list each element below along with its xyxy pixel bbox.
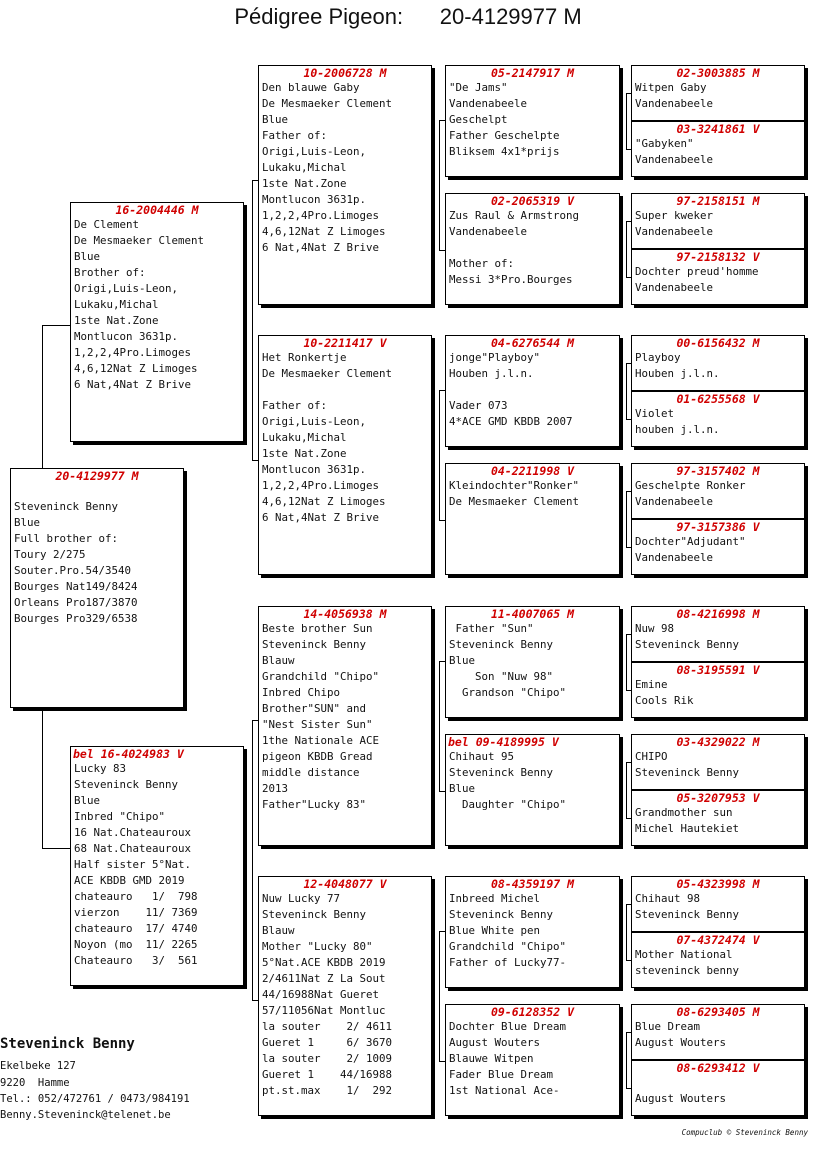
connector-line <box>252 1000 258 1001</box>
grandparent-card <box>258 65 432 305</box>
pigeon-info-line: August Wouters <box>635 1036 727 1049</box>
pigeon-info-line: Steveninck Benny <box>635 638 740 651</box>
pigeon-info-line <box>11 483 183 499</box>
grandparent-card <box>258 876 432 1116</box>
pigeon-info-line: Nuw Lucky 77 <box>262 892 341 905</box>
pigeon-info-line: Blue <box>449 782 476 795</box>
pigeon-info-line: Blue <box>14 516 41 529</box>
pigeon-info-line: pt.st.max 1/ 292 <box>262 1084 393 1097</box>
connector-line <box>626 277 631 278</box>
pigeon-info-line: Blue <box>262 113 289 126</box>
pigeon-info-line: Vandenabeele <box>635 551 714 564</box>
pigeon-info-line: Messi 3*Pro.Bourges <box>449 273 573 286</box>
pigeon-info-line: Blue <box>449 654 476 667</box>
ring-number: 03-4329022 M <box>676 735 760 749</box>
connector-line <box>626 93 627 149</box>
pigeon-info-line: ACE KBDB GMD 2019 <box>74 874 185 887</box>
pigeon-info-line: Het Ronkertje <box>262 351 347 364</box>
pigeon-info-line: Bourges Pro329/6538 <box>14 612 138 625</box>
pigeon-info-line: Michel Hautekiet <box>635 822 740 835</box>
connector-line <box>626 491 627 547</box>
pigeon-info-line: Lukaku,Michal <box>262 431 347 444</box>
owner-phone: Tel.: 052/472761 / 0473/984191 <box>0 1093 190 1105</box>
pigeon-info-line: Blue White pen <box>449 924 541 937</box>
ring-number: 97-3157402 M <box>676 464 760 478</box>
pigeon-info-line: Kleindochter"Ronker" <box>449 479 580 492</box>
pigeon-info-line: August Wouters <box>449 1036 541 1049</box>
ancestor-card-female <box>631 790 805 846</box>
pigeon-info-line: Vandenabeele <box>635 153 714 166</box>
connector-line <box>626 634 627 690</box>
connector-line <box>42 848 70 849</box>
subject-pigeon-card <box>10 468 184 708</box>
connector-line <box>626 904 627 960</box>
connector-line <box>42 325 43 468</box>
pigeon-info-line <box>446 382 619 398</box>
ring-number: 12-4048077 V <box>303 877 387 891</box>
pigeon-info-line: 16 Nat.Chateauroux <box>74 826 192 839</box>
pigeon-info-line: Inbred "Chipo" <box>74 810 166 823</box>
ancestor-card-female <box>631 519 805 575</box>
pigeon-info-line: 68 Nat.Chateauroux <box>74 842 192 855</box>
pigeon-info-line: 1ste Nat.Zone <box>262 177 347 190</box>
pigeon-info-line: De Mesmaeker Clement <box>262 367 393 380</box>
ring-number: 08-4216998 M <box>676 607 760 621</box>
pigeon-info-line: Vandenabeele <box>635 97 714 110</box>
connector-line <box>252 720 253 850</box>
pigeon-info-line: "Nest Sister Sun" <box>262 718 373 731</box>
ring-number: 16-2004446 M <box>115 203 199 217</box>
pigeon-info-line: 4,6,12Nat Z Limoges <box>74 362 198 375</box>
connector-line <box>252 320 253 460</box>
pigeon-info-line: Vader 073 <box>449 399 508 412</box>
title-label: Pédigree Pigeon: <box>234 4 404 29</box>
pigeon-info-line: Den blauwe Gaby <box>262 81 360 94</box>
pigeon-info-line: jonge"Playboy" <box>449 351 541 364</box>
ancestor-card-male <box>631 606 805 662</box>
pigeon-info-line: Blue Dream <box>635 1020 701 1033</box>
pigeon-info-line: Blue <box>74 250 101 263</box>
connector-line <box>252 460 258 461</box>
pigeon-info-line: "De Jams" <box>449 81 508 94</box>
pigeon-info-line: Nuw 98 <box>635 622 675 635</box>
connector-line <box>626 960 631 961</box>
pigeon-info-line: Vandenabeele <box>449 97 528 110</box>
ancestor-card-female <box>631 662 805 718</box>
ring-number: 97-2158151 M <box>676 194 760 208</box>
connector-line <box>626 221 631 222</box>
ancestor-card-male <box>631 734 805 790</box>
pigeon-info-line: Montlucon 3631p. <box>262 193 367 206</box>
ancestor-card-male <box>631 335 805 391</box>
pigeon-info-line: Cools Rik <box>635 694 694 707</box>
pigeon-info-line: Steveninck Benny <box>449 766 554 779</box>
title-ring: 20-4129977 M <box>439 4 582 29</box>
pigeon-info-line: Inbred Chipo <box>262 686 341 699</box>
pigeon-info-line: CHIPO <box>635 750 668 763</box>
owner-email: Benny.Steveninck@telenet.be <box>0 1109 171 1121</box>
ring-number: 01-6255568 V <box>676 392 760 406</box>
pigeon-info-line: Souter.Pro.54/3540 <box>14 564 132 577</box>
connector-line <box>626 419 631 420</box>
pigeon-info-line: Houben j.l.n. <box>635 367 720 380</box>
ring-number: 05-3207953 V <box>676 791 760 805</box>
pigeon-info-line: Full brother of: <box>14 532 119 545</box>
page-title <box>0 4 816 30</box>
owner-name: Steveninck Benny <box>0 1036 135 1052</box>
pigeon-info-line: Bourges Nat149/8424 <box>14 580 138 593</box>
pigeon-info-line: Brother"SUN" and <box>262 702 367 715</box>
pigeon-info-line: Steveninck Benny <box>74 778 179 791</box>
connector-line <box>626 634 631 635</box>
pigeon-info-line: Mother National <box>635 948 733 961</box>
pigeon-info-line: 1ste Nat.Zone <box>74 314 159 327</box>
connector-line <box>439 390 445 391</box>
great-grandparent-card <box>445 335 620 447</box>
great-grandparent-card <box>445 734 620 846</box>
pigeon-info-line: la souter 2/ 1009 <box>262 1052 393 1065</box>
pigeon-info-line: Steveninck Benny <box>449 908 554 921</box>
pigeon-info-line: Origi,Luis-Leon, <box>262 415 367 428</box>
pigeon-info-line: Geschelpt <box>449 113 508 126</box>
pigeon-info-line: 1the Nationale ACE <box>262 734 380 747</box>
connector-line <box>626 1088 631 1089</box>
ring-number: 02-3003885 M <box>676 66 760 80</box>
pigeon-info-line: Chihaut 98 <box>635 892 701 905</box>
connector-line <box>252 720 258 721</box>
pigeon-info-line: Playboy <box>635 351 681 364</box>
pigeon-info-line: Bliksem 4x1*prijs <box>449 145 560 158</box>
pigeon-info-line: Vandenabeele <box>449 225 528 238</box>
connector-line <box>439 120 440 250</box>
pigeon-info-line: 2/4611Nat Z La Sout <box>262 972 386 985</box>
pigeon-info-line: 4,6,12Nat Z Limoges <box>262 225 386 238</box>
pigeon-info-line: Houben j.l.n. <box>449 367 534 380</box>
pigeon-info-line: Blue <box>74 794 101 807</box>
connector-line <box>626 363 631 364</box>
pigeon-info-line: Lucky 83 <box>74 762 127 775</box>
connector-line <box>252 180 258 181</box>
ring-number: 09-6128352 V <box>490 1005 575 1019</box>
ancestor-card-female <box>631 121 805 177</box>
ring-number: 04-2211998 V <box>490 464 575 478</box>
pigeon-info-line: Vandenabeele <box>635 281 714 294</box>
pigeon-info-line: 6 Nat,4Nat Z Brive <box>74 378 192 391</box>
ancestor-card-male <box>631 193 805 249</box>
pigeon-info-line: 1,2,2,4Pro.Limoges <box>262 479 380 492</box>
pigeon-info-line: Grandson "Chipo" <box>449 686 567 699</box>
pigeon-info-line: Chihaut 95 <box>449 750 515 763</box>
pigeon-info-line: 57/11056Nat Montluc <box>262 1004 386 1017</box>
pigeon-info-line: Dochter Blue Dream <box>449 1020 567 1033</box>
ring-number: 08-3195591 V <box>676 663 760 677</box>
ring-number: bel 09-4189995 V <box>448 735 559 749</box>
connector-line <box>42 708 43 848</box>
pigeon-info-line: Steveninck Benny <box>262 638 367 651</box>
pigeon-info-line: Vandenabeele <box>635 495 714 508</box>
pigeon-info-line <box>259 382 431 398</box>
pigeon-info-line: Noyon (mo 11/ 2265 <box>74 938 198 951</box>
connector-line <box>439 520 445 521</box>
pigeon-info-line: Montlucon 3631p. <box>74 330 179 343</box>
pigeon-info-line: Blauw <box>262 924 295 937</box>
connector-line <box>626 690 631 691</box>
great-grandparent-card <box>445 606 620 718</box>
great-grandparent-card <box>445 65 620 177</box>
great-grandparent-card <box>445 463 620 575</box>
ring-number: 20-4129977 M <box>55 469 139 483</box>
pigeon-info-line: De Mesmaeker Clement <box>449 495 580 508</box>
connector-line <box>626 904 631 905</box>
pigeon-info-line <box>632 1075 804 1091</box>
connector-line <box>439 250 445 251</box>
ancestor-card-male <box>631 463 805 519</box>
connector-line <box>439 661 440 791</box>
pigeon-info-line: 1ste Nat.Zone <box>262 447 347 460</box>
pigeon-info-line: Half sister 5°Nat. <box>74 858 192 871</box>
great-grandparent-card <box>445 876 620 988</box>
pigeon-info-line: chateauro 1/ 798 <box>74 890 198 903</box>
pigeon-info-line: Super kweker <box>635 209 714 222</box>
ring-number: 08-4359197 M <box>490 877 575 891</box>
pigeon-info-line: Lukaku,Michal <box>74 298 159 311</box>
connector-line <box>626 491 631 492</box>
connector-line <box>626 221 627 277</box>
ancestor-card-male <box>631 1004 805 1060</box>
pigeon-info-line: Montlucon 3631p. <box>262 463 367 476</box>
connector-line <box>626 1032 631 1033</box>
pigeon-info-line: 44/16988Nat Gueret <box>262 988 380 1001</box>
grandparent-card <box>258 606 432 846</box>
connector-line <box>626 93 631 94</box>
ring-number: 07-4372474 V <box>676 933 760 947</box>
ring-number: 11-4007065 M <box>490 607 575 621</box>
dam-card <box>70 746 244 986</box>
footer-credit: Compuclub © Steveninck Benny <box>681 1128 808 1137</box>
connector-line <box>42 325 70 326</box>
pigeon-info-line: Witpen Gaby <box>635 81 707 94</box>
ancestor-card-male <box>631 65 805 121</box>
pigeon-info-line: Blauw <box>262 654 295 667</box>
pigeon-info-line: Daughter "Chipo" <box>449 798 567 811</box>
ancestor-card-male <box>631 876 805 932</box>
pigeon-info-line: Steveninck Benny <box>262 908 367 921</box>
pigeon-info-line: Steveninck Benny <box>14 500 119 513</box>
ancestor-card-female <box>631 391 805 447</box>
connector-line <box>626 363 627 419</box>
pigeon-info-line: vierzon 11/ 7369 <box>74 906 198 919</box>
pigeon-info-line: "Gabyken" <box>635 137 694 150</box>
pigeon-info-line: Lukaku,Michal <box>262 161 347 174</box>
pigeon-info-line: Father of Lucky77- <box>449 956 567 969</box>
ring-number: 10-2006728 M <box>303 66 387 80</box>
connector-line <box>626 1032 627 1088</box>
ring-number: 08-6293405 M <box>676 1005 760 1019</box>
pigeon-info-line: Father of: <box>262 399 328 412</box>
connector-line <box>626 547 631 548</box>
pigeon-info-line: Toury 2/275 <box>14 548 86 561</box>
pigeon-info-line: Chateauro 3/ 561 <box>74 954 198 967</box>
pigeon-info-line: Vandenabeele <box>635 225 714 238</box>
pigeon-info-line: Father"Lucky 83" <box>262 798 367 811</box>
great-grandparent-card <box>445 193 620 305</box>
great-grandparent-card <box>445 1004 620 1116</box>
pigeon-info-line: Inbreed Michel <box>449 892 541 905</box>
pigeon-info-line: Steveninck Benny <box>635 908 740 921</box>
ring-number: 14-4056938 M <box>303 607 387 621</box>
pigeon-info-line: Father "Sun" <box>449 622 534 635</box>
pigeon-info-line: pigeon KBDB Gread <box>262 750 373 763</box>
pigeon-info-line: Mother of: <box>449 257 515 270</box>
pigeon-info-line: Brother of: <box>74 266 146 279</box>
pigeon-info-line: Orleans Pro187/3870 <box>14 596 138 609</box>
pigeon-info-line: middle distance <box>262 766 360 779</box>
pigeon-info-line: Dochter"Adjudant" <box>635 535 746 548</box>
pigeon-info-line: Fader Blue Dream <box>449 1068 554 1081</box>
connector-line <box>626 762 631 763</box>
pigeon-info-line: Emine <box>635 678 668 691</box>
ancestor-card-female <box>631 1060 805 1116</box>
connector-line <box>626 149 631 150</box>
pigeon-info-line: houben j.l.n. <box>635 423 720 436</box>
pigeon-info-line: Gueret 1 44/16988 <box>262 1068 393 1081</box>
ring-number: 04-6276544 M <box>490 336 575 350</box>
pigeon-info-line: 2013 <box>262 782 289 795</box>
pigeon-info-line: Grandchild "Chipo" <box>449 940 567 953</box>
pigeon-info-line: Origi,Luis-Leon, <box>74 282 179 295</box>
pigeon-info-line: Grandmother sun <box>635 806 733 819</box>
connector-line <box>626 762 627 818</box>
pigeon-info-line: De Clement <box>74 218 140 231</box>
ancestor-card-female <box>631 249 805 305</box>
pigeon-info-line: 1,2,2,4Pro.Limoges <box>262 209 380 222</box>
connector-line <box>439 931 445 932</box>
pigeon-info-line: steveninck benny <box>635 964 740 977</box>
pigeon-info-line: Dochter preud'homme <box>635 265 759 278</box>
grandparent-card <box>258 335 432 575</box>
pigeon-info-line: Geschelpte Ronker <box>635 479 746 492</box>
ring-number: 97-3157386 V <box>676 520 760 534</box>
pigeon-info-line: Steveninck Benny <box>449 638 554 651</box>
pigeon-info-line: Blauwe Witpen <box>449 1052 534 1065</box>
pigeon-info-line: 6 Nat,4Nat Z Brive <box>262 241 380 254</box>
connector-line <box>439 120 445 121</box>
ring-number: 97-2158132 V <box>676 250 760 264</box>
ring-number: 10-2211417 V <box>303 336 387 350</box>
owner-city: 9220 Hamme <box>0 1077 70 1089</box>
ring-number: 03-3241861 V <box>676 122 760 136</box>
pigeon-info-line: Gueret 1 6/ 3670 <box>262 1036 393 1049</box>
connector-line <box>252 850 253 1000</box>
connector-line <box>439 931 440 1061</box>
pigeon-info-line: 6 Nat,4Nat Z Brive <box>262 511 380 524</box>
pigeon-info-line: Grandchild "Chipo" <box>262 670 380 683</box>
ring-number: 08-6293412 V <box>676 1061 760 1075</box>
connector-line <box>439 661 445 662</box>
pigeon-info-line: De Mesmaeker Clement <box>74 234 205 247</box>
owner-street: Ekelbeke 127 <box>0 1060 76 1072</box>
pigeon-info-line: Violet <box>635 407 675 420</box>
ring-number: bel 16-4024983 V <box>73 747 184 761</box>
pigeon-info-line <box>446 240 619 256</box>
pigeon-info-line: Origi,Luis-Leon, <box>262 145 367 158</box>
pigeon-info-line: Father of: <box>262 129 328 142</box>
pigeon-info-line: August Wouters <box>635 1092 727 1105</box>
pigeon-info-line: De Mesmaeker Clement <box>262 97 393 110</box>
pigeon-info-line: 4,6,12Nat Z Limoges <box>262 495 386 508</box>
ring-number: 00-6156432 M <box>676 336 760 350</box>
connector-line <box>439 791 445 792</box>
pigeon-info-line: la souter 2/ 4611 <box>262 1020 393 1033</box>
ring-number: 02-2065319 V <box>490 194 575 208</box>
ring-number: 05-2147917 M <box>490 66 575 80</box>
pigeon-info-line: 4*ACE GMD KBDB 2007 <box>449 415 573 428</box>
pigeon-info-line: 1,2,2,4Pro.Limoges <box>74 346 192 359</box>
pigeon-info-line: Son "Nuw 98" <box>449 670 554 683</box>
sire-card <box>70 202 244 442</box>
pigeon-info-line: Mother "Lucky 80" <box>262 940 373 953</box>
pigeon-info-line: 1st National Ace- <box>449 1084 560 1097</box>
ring-number: 05-4323998 M <box>676 877 760 891</box>
pigeon-info-line: 5°Nat.ACE KBDB 2019 <box>262 956 386 969</box>
pigeon-info-line: chateauro 17/ 4740 <box>74 922 198 935</box>
pigeon-info-line: Father Geschelpte <box>449 129 560 142</box>
connector-line <box>439 390 440 520</box>
pigeon-info-line: Steveninck Benny <box>635 766 740 779</box>
connector-line <box>252 180 253 320</box>
connector-line <box>626 818 631 819</box>
ancestor-card-female <box>631 932 805 988</box>
pigeon-info-line: Beste brother Sun <box>262 622 373 635</box>
connector-line <box>439 1061 445 1062</box>
pigeon-info-line: Zus Raul & Armstrong <box>449 209 580 222</box>
